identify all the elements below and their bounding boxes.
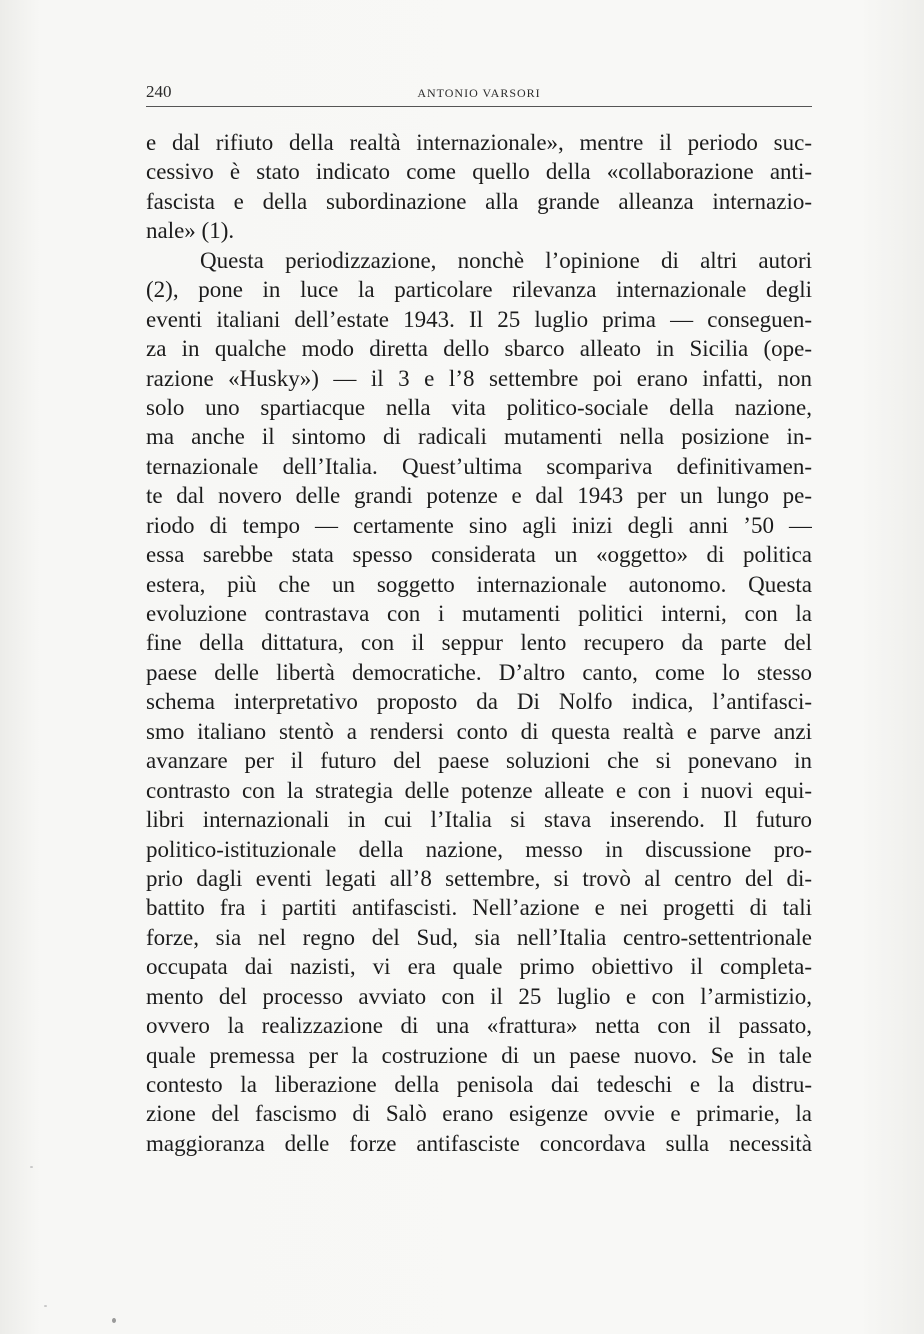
text-line: battito fra i partiti antifascisti. Nell’azione e nei progetti di tali [146, 895, 812, 921]
text-line: maggioranza delle forze antifasciste concordava sulla necessità [146, 1130, 812, 1156]
text-line: libri internazionali in cui l’Italia si stava inserendo. Il futuro [146, 807, 812, 833]
text-line: prio dagli eventi legati all’8 settembre, si trovò al centro del di- [146, 865, 812, 891]
text-line: za in qualche modo diretta dello sbarco alleato in Sicilia (ope- [146, 336, 812, 362]
text-line: ovvero la realizzazione di una «frattura» netta con il passato, [146, 1013, 812, 1039]
text-line: estera, più che un soggetto internazionale autonomo. Questa [146, 571, 812, 597]
text-line: contrasto con la strategia delle potenze alleate e con i nuovi equi- [146, 777, 812, 803]
text-line: Questa periodizzazione, nonchè l’opinione di altri autori [200, 247, 812, 273]
header-rule [146, 106, 812, 107]
scan-speck [112, 1318, 116, 1323]
text-line: nale» (1). [146, 218, 235, 244]
page-header [146, 82, 812, 106]
text-line: forze, sia nel regno del Sud, sia nell’Italia centro-settentrionale [146, 924, 812, 950]
text-line: mento del processo avviato con il 25 luglio e con l’armistizio, [146, 983, 812, 1009]
text-line: riodo di tempo — certamente sino agli inizi degli anni ’50 — [146, 512, 812, 538]
text-line: fascista e della subordinazione alla grande alleanza internazio- [146, 188, 812, 214]
text-line: quale premessa per la costruzione di un paese nuovo. Se in tale [146, 1042, 812, 1068]
text-line: avanzare per il futuro del paese soluzioni che si ponevano in [146, 748, 812, 774]
text-line: ma anche il sintomo di radicali mutamenti nella posizione in- [146, 424, 812, 450]
text-line: eventi italiani dell’estate 1943. Il 25 luglio prima — conseguen- [146, 306, 812, 332]
text-line: ternazionale dell’Italia. Quest’ultima scompariva definitivamen- [146, 453, 812, 479]
text-line: te dal novero delle grandi potenze e dal 1943 per un lungo pe- [146, 483, 812, 509]
text-line: occupata dai nazisti, vi era quale primo obiettivo il completa- [146, 954, 812, 980]
text-line: paese delle libertà democratiche. D’altro canto, come lo stesso [146, 659, 812, 685]
text-line: politico-istituzionale della nazione, messo in discussione pro- [146, 836, 812, 862]
running-head: ANTONIO VARSORI [417, 86, 541, 100]
text-line: zione del fascismo di Salò erano esigenze ovvie e primarie, la [146, 1101, 812, 1127]
text-line: smo italiano stentò a rendersi conto di questa realtà e parve anzi [146, 718, 812, 744]
text-line: schema interpretativo proposto da Di Nolfo indica, l’antifasci- [146, 689, 812, 715]
text-line: essa sarebbe stata spesso considerata un «oggetto» di politica [146, 542, 812, 568]
text-line: e dal rifiuto della realtà internazionale», mentre il periodo suc- [146, 130, 812, 155]
scan-speck [44, 1305, 47, 1307]
text-line: cessivo è stato indicato come quello della «collaborazione anti- [146, 159, 812, 185]
text-line: contesto la liberazione della penisola dai tedeschi e la distru- [146, 1072, 812, 1097]
text-line: razione «Husky») — il 3 e l’8 settembre poi erano infatti, non [146, 365, 812, 391]
text-line: (2), pone in luce la particolare rilevanza internazionale degli [146, 277, 812, 303]
text-line: evoluzione contrastava con i mutamenti politici interni, con la [146, 601, 812, 626]
text-line: fine della dittatura, con il seppur lento recupero da parte del [146, 630, 812, 656]
scan-speck [30, 1166, 33, 1168]
body-text [146, 128, 812, 1158]
text-line: solo uno spartiacque nella vita politico-sociale della nazione, [146, 394, 812, 420]
page-number: 240 [146, 82, 172, 101]
